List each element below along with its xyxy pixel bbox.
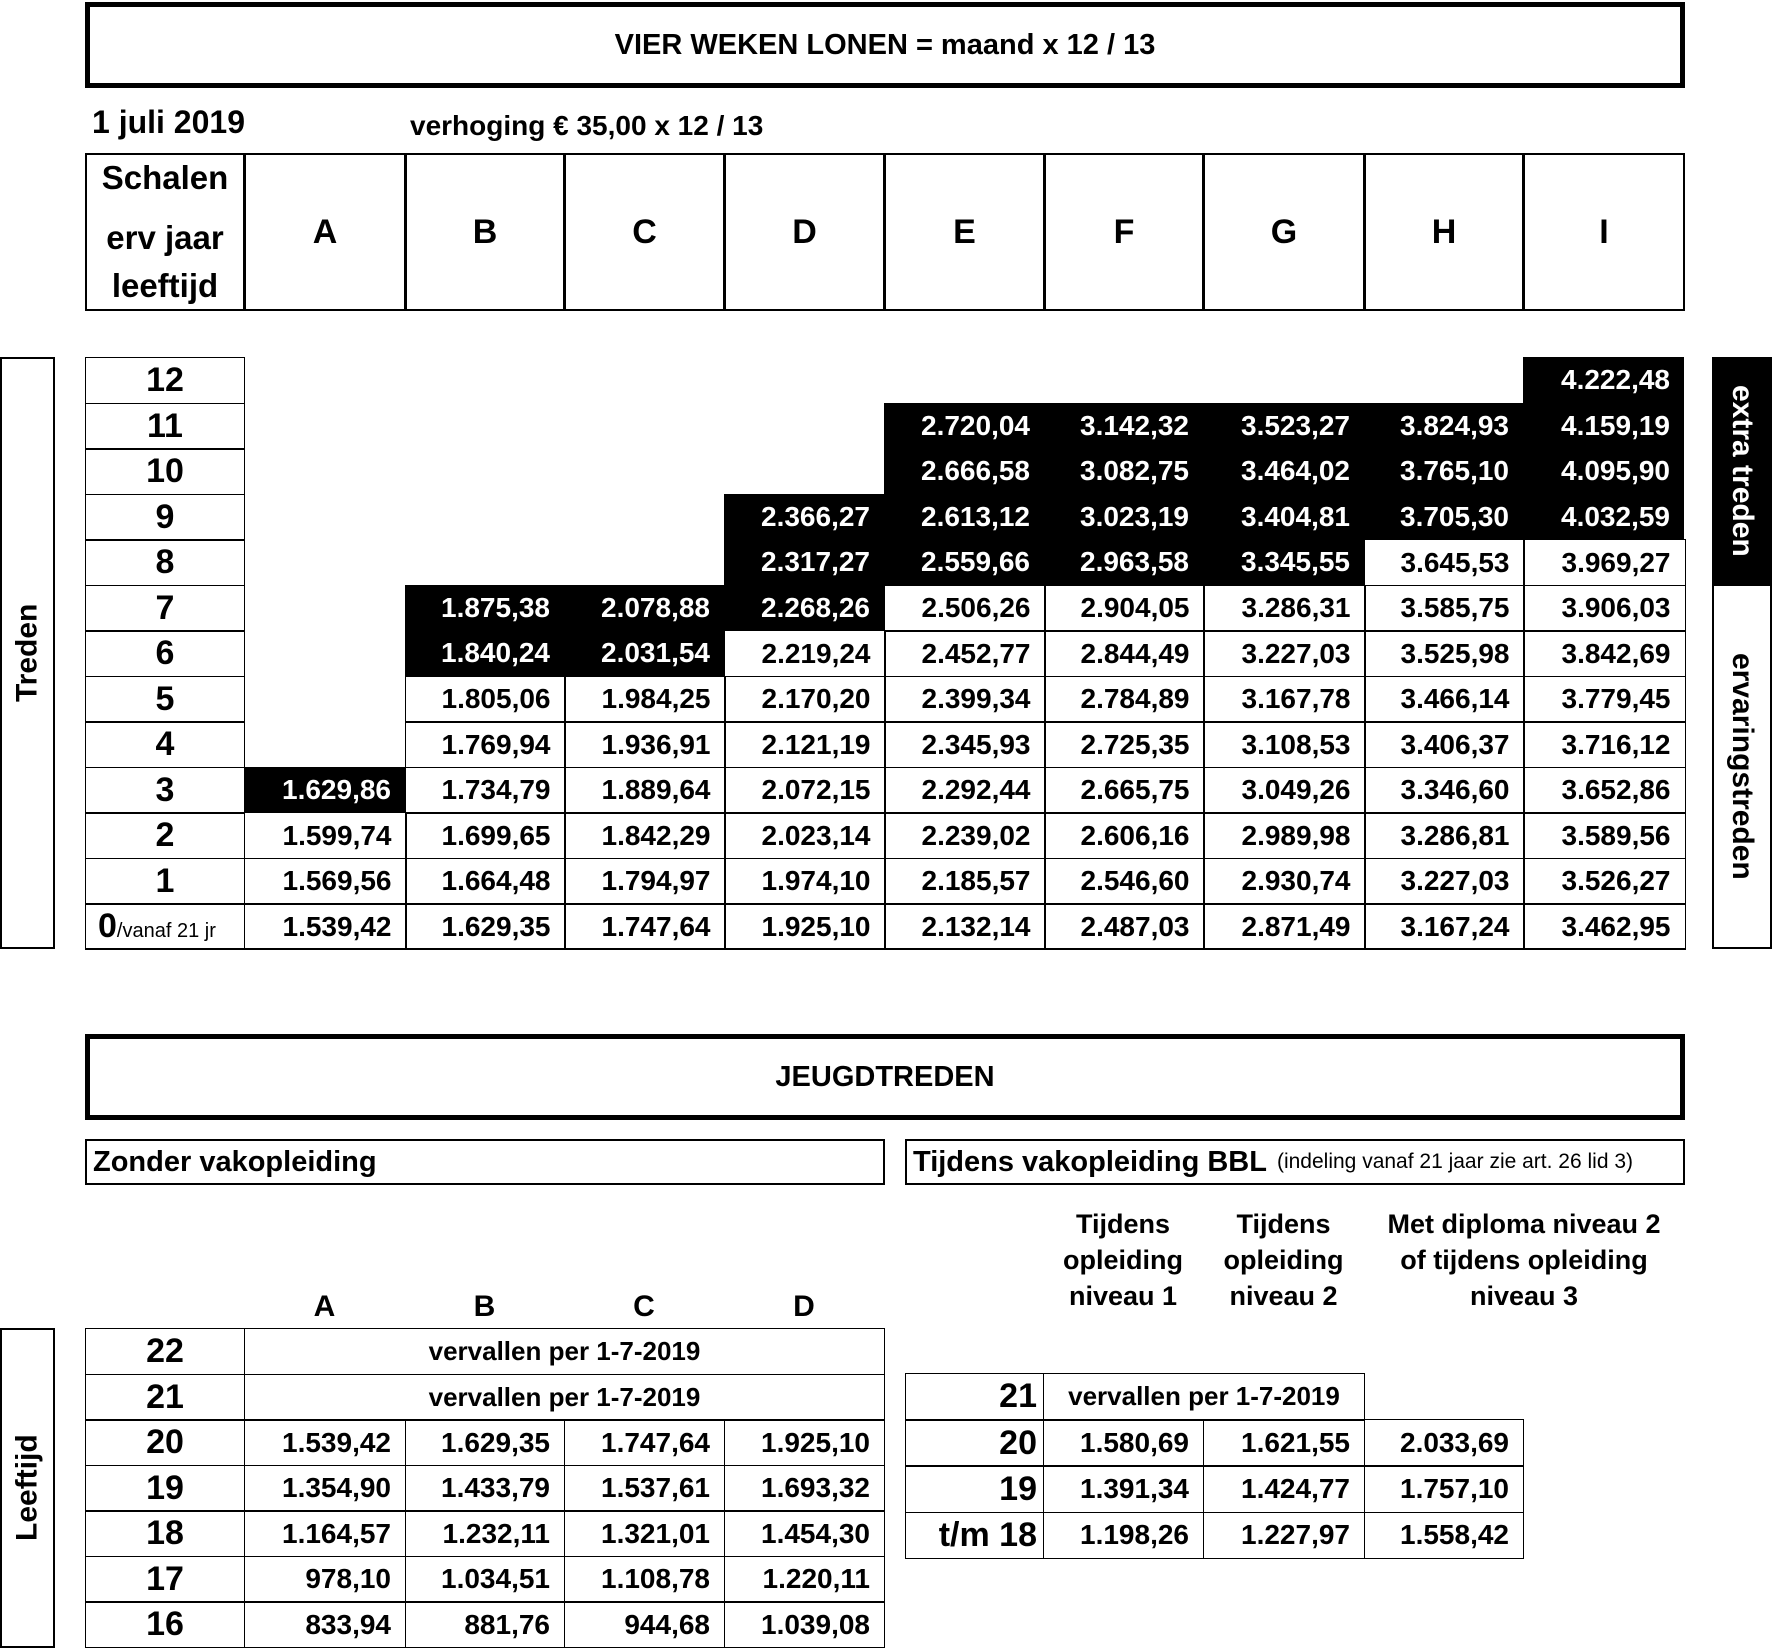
salary-cell: 3.404,81 <box>1203 494 1364 540</box>
step-number: 12 <box>146 361 184 400</box>
salary-cell: 1.769,94 <box>405 721 566 768</box>
step-label <box>85 539 245 586</box>
without-training-title-text: Zonder vakopleiding <box>93 1145 377 1178</box>
bbl-salary-cell: 2.033,69 <box>1364 1419 1524 1467</box>
salary-cell: 3.652,86 <box>1523 767 1686 814</box>
salary-cell: 1.539,42 <box>244 903 407 950</box>
salary-cell: 3.345,55 <box>1203 539 1364 585</box>
bbl-column-header-line: Met diploma niveau 2 <box>1387 1209 1661 1239</box>
bbl-title <box>905 1139 1685 1185</box>
age-label: 17 <box>85 1556 245 1603</box>
scale-header-e: E <box>884 153 1045 311</box>
bbl-age-label: 20 <box>905 1419 1044 1467</box>
youth-column-b: B <box>473 1290 496 1323</box>
salary-cell: 3.824,93 <box>1364 403 1523 449</box>
step-number: 11 <box>147 406 183 445</box>
salary-cell: 3.464,02 <box>1203 448 1364 494</box>
salary-cell: 3.286,81 <box>1364 812 1525 859</box>
salary-cell: 2.031,54 <box>564 630 724 676</box>
bbl-age-label: t/m 18 <box>905 1512 1044 1560</box>
salary-cell: 3.525,98 <box>1364 630 1525 677</box>
salary-cell: 1.974,10 <box>724 858 886 905</box>
step-number: 9 <box>155 497 175 536</box>
scale-header-g: G <box>1203 153 1365 311</box>
salary-cell: 3.526,27 <box>1523 858 1686 905</box>
scale-header-label <box>85 153 245 311</box>
scale-header-h: H <box>1364 153 1524 311</box>
step-label <box>85 858 245 905</box>
bbl-column-header-line: niveau 3 <box>1469 1281 1579 1311</box>
without-training-title <box>85 1139 885 1185</box>
youth-salary-cell: 1.693,32 <box>724 1465 885 1512</box>
step-number: 8 <box>155 543 175 582</box>
age-label: 18 <box>85 1510 245 1557</box>
salary-cell: 3.466,14 <box>1364 676 1525 723</box>
youth-salary-cell: 1.354,90 <box>244 1465 406 1512</box>
youth-salary-cell: 833,94 <box>244 1601 406 1648</box>
salary-cell: 3.227,03 <box>1364 858 1525 905</box>
salary-cell: 2.844,49 <box>1044 630 1205 677</box>
page-title-text: VIER WEKEN LONEN = maand x 12 / 13 <box>614 28 1156 61</box>
salary-cell: 3.082,75 <box>1044 448 1203 494</box>
salary-cell: 3.705,30 <box>1364 494 1523 540</box>
salary-cell: 3.108,53 <box>1203 721 1366 768</box>
step-number: 4 <box>155 725 175 764</box>
salary-cell: 3.523,27 <box>1203 403 1364 449</box>
scale-header-d: D <box>724 153 885 311</box>
scale-header-f: F <box>1044 153 1204 311</box>
salary-cell: 1.599,74 <box>244 812 407 859</box>
salary-cell: 1.889,64 <box>564 767 726 814</box>
scale-header-b: B <box>405 153 565 311</box>
page-title <box>85 2 1685 88</box>
salary-cell: 2.317,27 <box>724 539 884 585</box>
bbl-column-header-line: niveau 1 <box>1068 1281 1178 1311</box>
salary-cell: 2.072,15 <box>724 767 886 814</box>
salary-cell: 1.629,35 <box>405 903 566 950</box>
step-label <box>85 494 245 541</box>
bbl-column-header <box>1203 1206 1364 1314</box>
step-number: 2 <box>155 816 175 855</box>
increase-note: verhoging € 35,00 x 12 / 13 <box>410 110 764 141</box>
salary-cell: 2.871,49 <box>1203 903 1366 950</box>
youth-salary-cell: 944,68 <box>564 1601 725 1648</box>
youth-salary-cell: 1.039,08 <box>724 1601 885 1648</box>
step-number: 6 <box>155 634 175 673</box>
salary-cell: 1.842,29 <box>564 812 726 859</box>
salary-cell: 3.023,19 <box>1044 494 1203 540</box>
scale-header-label-line: Schalen <box>101 159 229 196</box>
step-number: 0 <box>98 907 117 946</box>
salary-cell: 3.286,31 <box>1203 585 1366 632</box>
youth-salary-cell: 978,10 <box>244 1556 406 1603</box>
salary-cell: 2.989,98 <box>1203 812 1366 859</box>
bbl-age-label: 21 <box>905 1373 1044 1421</box>
bbl-title-text: Tijdens vakopleiding BBL <box>913 1145 1267 1178</box>
salary-cell: 3.906,03 <box>1523 585 1686 632</box>
salary-cell: 1.734,79 <box>405 767 566 814</box>
bbl-salary-cell: 1.424,77 <box>1203 1465 1365 1513</box>
salary-cell: 2.399,34 <box>884 676 1046 723</box>
scale-header-i: I <box>1523 153 1685 311</box>
youth-salary-cell: 1.454,30 <box>724 1510 885 1557</box>
salary-cell: 2.268,26 <box>724 585 884 631</box>
ervaringstreden-label <box>1712 584 1772 949</box>
step-number: 1 <box>155 861 175 900</box>
salary-cell: 1.794,97 <box>564 858 726 905</box>
bbl-column-header <box>1043 1206 1203 1314</box>
bbl-salary-cell: 1.198,26 <box>1043 1512 1204 1560</box>
salary-cell: 2.666,58 <box>884 448 1044 494</box>
salary-cell: 3.227,03 <box>1203 630 1366 677</box>
bbl-salary-cell: 1.580,69 <box>1043 1419 1204 1467</box>
salary-cell: 2.613,12 <box>884 494 1044 540</box>
youth-column-a: A <box>313 1290 336 1323</box>
salary-cell: 2.606,16 <box>1044 812 1205 859</box>
salary-cell: 3.645,53 <box>1364 539 1525 586</box>
bbl-column-header-line: opleiding <box>1063 1245 1183 1275</box>
salary-cell: 4.032,59 <box>1523 494 1684 540</box>
salary-cell: 3.142,32 <box>1044 403 1203 449</box>
step-label <box>85 676 245 723</box>
salary-cell: 1.925,10 <box>724 903 886 950</box>
salary-cell: 2.559,66 <box>884 539 1044 585</box>
salary-cell: 3.406,37 <box>1364 721 1525 768</box>
youth-salary-cell: 1.034,51 <box>405 1556 565 1603</box>
salary-cell: 1.569,56 <box>244 858 407 905</box>
salary-cell: 2.904,05 <box>1044 585 1205 632</box>
salary-cell: 2.546,60 <box>1044 858 1205 905</box>
salary-cell: 1.984,25 <box>564 676 726 723</box>
salary-cell: 3.969,27 <box>1523 539 1686 586</box>
age-label: 16 <box>85 1601 245 1648</box>
salary-cell: 2.720,04 <box>884 403 1044 449</box>
leeftijd-label-text: Leeftijd <box>10 1434 44 1542</box>
scale-header-c: C <box>564 153 725 311</box>
youth-salary-cell: 881,76 <box>405 1601 565 1648</box>
salary-cell: 1.664,48 <box>405 858 566 905</box>
salary-cell: 3.589,56 <box>1523 812 1686 859</box>
youth-column-d: D <box>793 1290 815 1323</box>
salary-cell: 2.345,93 <box>884 721 1046 768</box>
youth-salary-cell: 1.108,78 <box>564 1556 725 1603</box>
salary-cell: 2.366,27 <box>724 494 884 540</box>
scale-header-label-line: leeftijd <box>111 267 219 304</box>
ervaringstreden-text: ervaringstreden <box>1726 653 1759 880</box>
salary-cell: 3.585,75 <box>1364 585 1525 632</box>
bbl-expired-note: vervallen per 1-7-2019 <box>1043 1373 1365 1421</box>
step-label <box>85 585 245 632</box>
salary-cell: 2.239,02 <box>884 812 1046 859</box>
bbl-column-header-line: opleiding <box>1223 1245 1344 1275</box>
youth-salary-cell: 1.537,61 <box>564 1465 725 1512</box>
salary-cell: 3.765,10 <box>1364 448 1523 494</box>
salary-cell: 3.779,45 <box>1523 676 1686 723</box>
salary-cell: 2.185,57 <box>884 858 1046 905</box>
youth-salary-cell: 1.220,11 <box>724 1556 885 1603</box>
salary-cell: 1.840,24 <box>405 630 564 676</box>
salary-cell: 4.222,48 <box>1523 357 1684 403</box>
bbl-salary-cell: 1.558,42 <box>1364 1512 1524 1560</box>
step-label <box>85 767 245 814</box>
salary-cell: 4.095,90 <box>1523 448 1684 494</box>
salary-cell: 1.699,65 <box>405 812 566 859</box>
salary-cell: 3.167,78 <box>1203 676 1366 723</box>
bbl-column-header-line: Tijdens <box>1236 1209 1331 1239</box>
salary-cell: 2.132,14 <box>884 903 1046 950</box>
effective-date: 1 juli 2019 <box>92 104 245 140</box>
youth-salary-cell: 1.321,01 <box>564 1510 725 1557</box>
youth-salary-cell: 1.539,42 <box>244 1419 406 1466</box>
step-label <box>85 357 245 404</box>
salary-cell: 3.049,26 <box>1203 767 1366 814</box>
salary-cell: 2.170,20 <box>724 676 886 723</box>
salary-cell: 1.629,86 <box>244 767 405 813</box>
bbl-age-label: 19 <box>905 1465 1044 1513</box>
salary-cell: 2.219,24 <box>724 630 886 677</box>
step-label <box>85 903 245 950</box>
step-label <box>85 448 245 495</box>
step-label <box>85 630 245 677</box>
step-label <box>85 812 245 859</box>
salary-cell: 1.805,06 <box>405 676 566 723</box>
salary-cell: 3.167,24 <box>1364 903 1525 950</box>
bbl-salary-cell: 1.757,10 <box>1364 1465 1524 1513</box>
salary-cell: 1.747,64 <box>564 903 726 950</box>
step-number: 5 <box>155 679 175 718</box>
salary-cell: 3.462,95 <box>1523 903 1686 950</box>
age-label: 20 <box>85 1419 245 1466</box>
salary-cell: 2.506,26 <box>884 585 1046 632</box>
salary-cell: 2.963,58 <box>1044 539 1203 585</box>
salary-cell: 2.930,74 <box>1203 858 1366 905</box>
bbl-column-header-line: niveau 2 <box>1229 1281 1338 1311</box>
salary-cell: 2.725,35 <box>1044 721 1205 768</box>
salary-cell: 2.078,88 <box>564 585 724 631</box>
step-label <box>85 721 245 768</box>
youth-salary-cell: 1.232,11 <box>405 1510 565 1557</box>
salary-cell: 2.292,44 <box>884 767 1046 814</box>
salary-cell: 4.159,19 <box>1523 403 1684 449</box>
age-label: 21 <box>85 1374 245 1421</box>
salary-cell: 3.346,60 <box>1364 767 1525 814</box>
step-number: 7 <box>155 588 175 627</box>
youth-title <box>85 1034 1685 1120</box>
salary-cell: 2.784,89 <box>1044 676 1205 723</box>
bbl-salary-cell: 1.227,97 <box>1203 1512 1365 1560</box>
bbl-salary-cell: 1.391,34 <box>1043 1465 1204 1513</box>
age-label: 22 <box>85 1328 245 1375</box>
expired-note: vervallen per 1-7-2019 <box>244 1328 885 1375</box>
age-label: 19 <box>85 1465 245 1512</box>
salary-cell: 2.023,14 <box>724 812 886 859</box>
expired-note: vervallen per 1-7-2019 <box>244 1374 885 1421</box>
step-suffix: /vanaf 21 jr <box>116 920 216 943</box>
youth-salary-cell: 1.925,10 <box>724 1419 885 1466</box>
youth-title-text: JEUGDTREDEN <box>775 1060 995 1093</box>
salary-cell: 3.842,69 <box>1523 630 1686 677</box>
bbl-column-header-line: Tijdens <box>1075 1209 1171 1239</box>
salary-cell: 2.121,19 <box>724 721 886 768</box>
scale-header-a: A <box>244 153 406 311</box>
youth-salary-cell: 1.164,57 <box>244 1510 406 1557</box>
salary-cell: 1.936,91 <box>564 721 726 768</box>
scale-header-label-line: erv jaar <box>106 219 224 256</box>
step-label <box>85 403 245 450</box>
salary-cell: 2.452,77 <box>884 630 1046 677</box>
treden-label-text: Treden <box>10 603 44 703</box>
youth-salary-cell: 1.747,64 <box>564 1419 725 1466</box>
youth-column-c: C <box>633 1290 655 1323</box>
youth-salary-cell: 1.433,79 <box>405 1465 565 1512</box>
bbl-column-header-line: of tijdens opleiding <box>1400 1245 1648 1275</box>
salary-cell: 2.487,03 <box>1044 903 1205 950</box>
step-number: 3 <box>155 770 175 809</box>
salary-cell: 3.716,12 <box>1523 721 1686 768</box>
leeftijd-side-label <box>0 1328 55 1648</box>
extra-treden-label <box>1712 357 1772 585</box>
extra-treden-text: extra treden <box>1726 385 1759 557</box>
bbl-column-header <box>1364 1206 1684 1314</box>
step-number: 10 <box>146 452 184 491</box>
table-bottom-rule <box>85 948 1685 950</box>
salary-cell: 1.875,38 <box>405 585 564 631</box>
salary-cell: 2.665,75 <box>1044 767 1205 814</box>
bbl-salary-cell: 1.621,55 <box>1203 1419 1365 1467</box>
youth-salary-cell: 1.629,35 <box>405 1419 565 1466</box>
treden-side-label <box>0 357 55 949</box>
bbl-note: (indeling vanaf 21 jaar zie art. 26 lid 3) <box>1276 1150 1634 1173</box>
